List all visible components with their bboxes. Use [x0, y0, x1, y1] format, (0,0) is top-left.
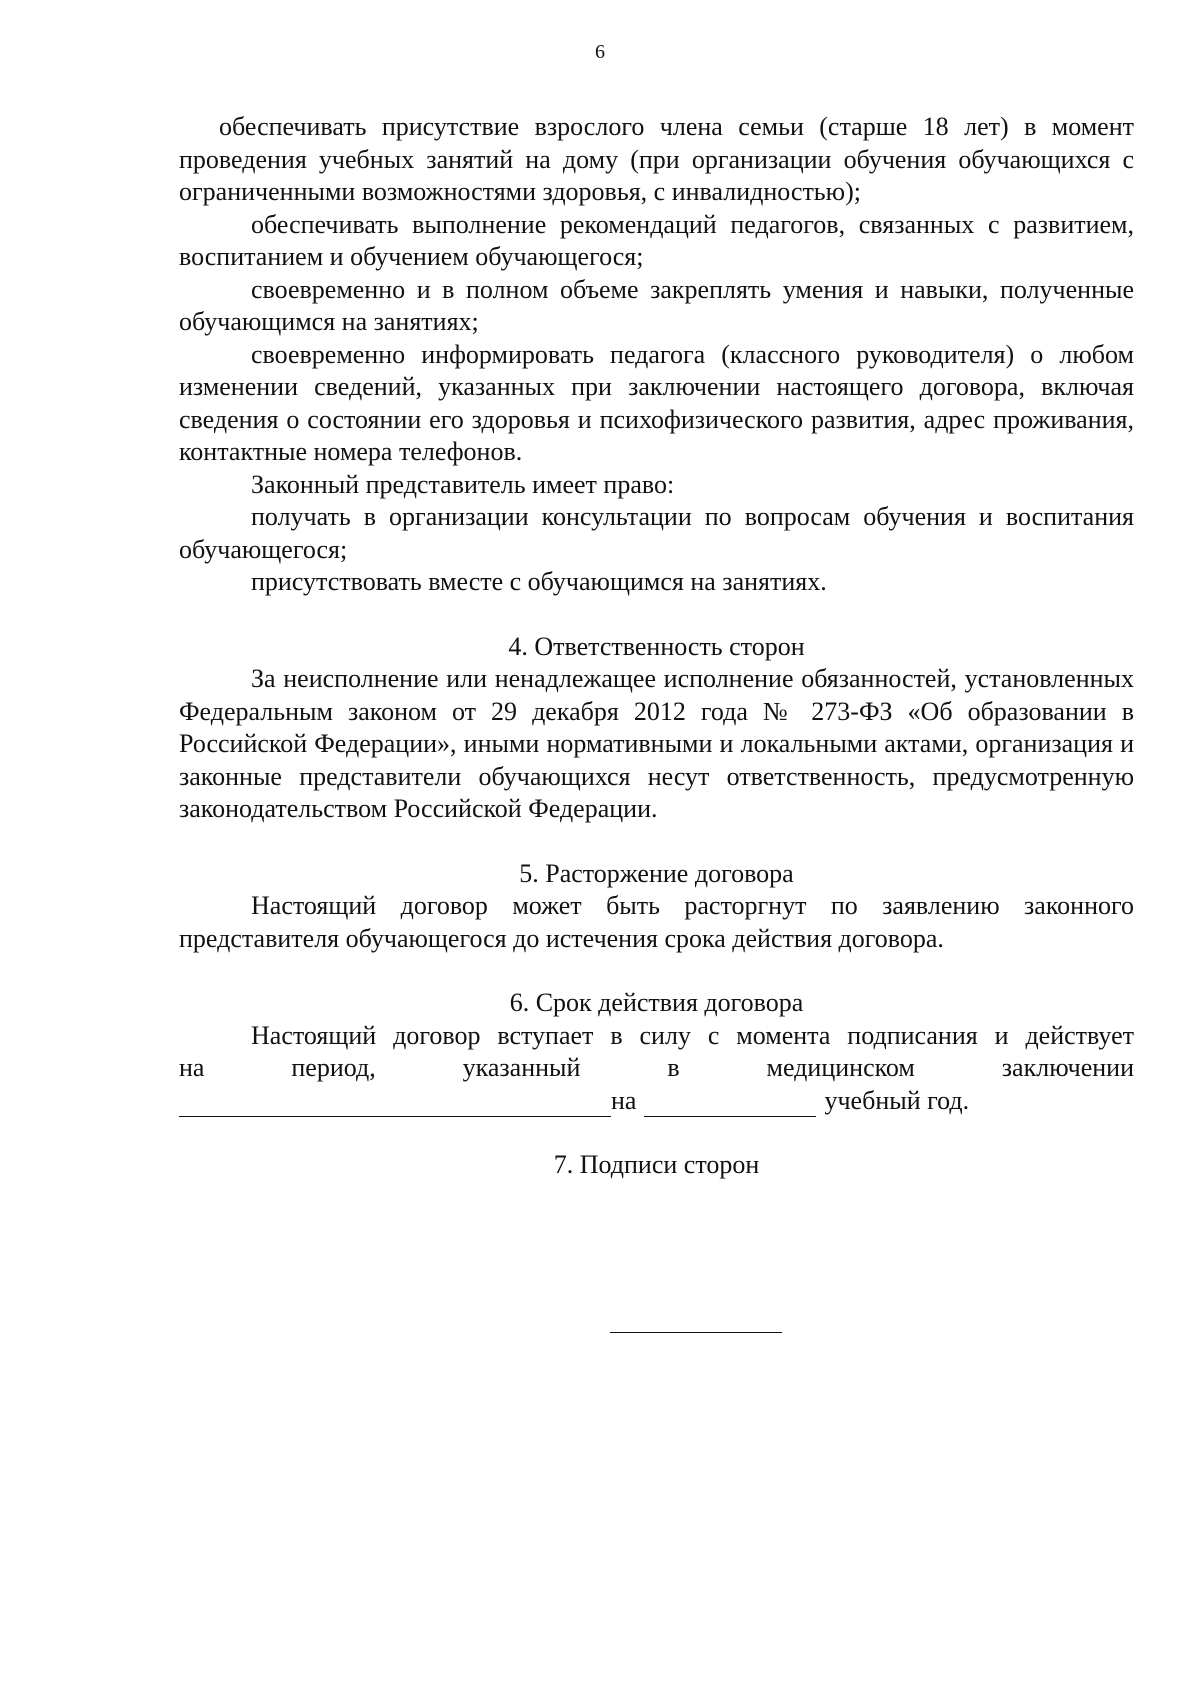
page-number: 6	[595, 41, 605, 63]
paragraph: получать в организации консультации по вопросам обучения и воспитания обучающегося;	[179, 502, 1134, 564]
document-body	[179, 111, 1134, 1182]
section-heading-termination: 5. Расторжение договора	[519, 858, 794, 888]
term-line-3	[179, 1085, 1134, 1118]
section-heading-term: 6. Срок действия договора	[509, 988, 804, 1017]
section-text-responsibility: За неисполнение или ненадлежащее исполнение обязанностей, установленных Федеральным законом от 29 декабря 2012 года № 273-ФЗ «Об образовании в Российской Федерации», иными нормативными и локальными актами, организация и законные представители обучающихся несут ответственность, предусмотренную законодательством Российской Федерации.	[179, 664, 1134, 823]
term-na-label: на	[611, 1085, 637, 1115]
paragraph: своевременно и в полном объеме закреплять умения и навыки, полученные обучающимся на занятиях;	[179, 274, 1134, 336]
signature-separator-line	[610, 1332, 782, 1333]
section-text-termination: Настоящий договор может быть расторгнут по заявлению законного представителя обучающегося до истечения срока действия договора.	[179, 891, 1134, 953]
section-heading-signatures: 7. Подписи сторон	[553, 1150, 760, 1179]
term-line-2: на период, указанный в медицинском заключении	[179, 1053, 1134, 1082]
paragraph: Законный представитель имеет право:	[251, 469, 675, 499]
section-heading-responsibility: 4. Ответственность сторон	[508, 631, 805, 661]
paragraph: своевременно информировать педагога (классного руководителя) о любом изменении сведений, указанных при заключении настоящего договора, включая сведения о состоянии его здоровья и психофизического развития, адрес проживания, контактные номера телефонов.	[179, 339, 1134, 466]
term-line-1: Настоящий договор вступает в силу с момента подписания и действует	[251, 1020, 1134, 1050]
paragraph: обеспечивать выполнение рекомендаций педагогов, связанных с развитием, воспитанием и обучением обучающегося;	[179, 209, 1134, 271]
blank-field-academic-year[interactable]	[644, 1088, 816, 1117]
term-year-suffix: учебный год.	[824, 1085, 970, 1115]
blank-field-medical-conclusion[interactable]	[179, 1088, 611, 1117]
paragraph: обеспечивать присутствие взрослого члена семьи (старше 18 лет) в момент проведения учебных занятий на дому (при организации обучения обучающихся с ограниченными возможностями здоровья, с инвалидностью);	[179, 112, 1134, 206]
paragraph: присутствовать вместе с обучающимся на занятиях.	[251, 567, 827, 596]
